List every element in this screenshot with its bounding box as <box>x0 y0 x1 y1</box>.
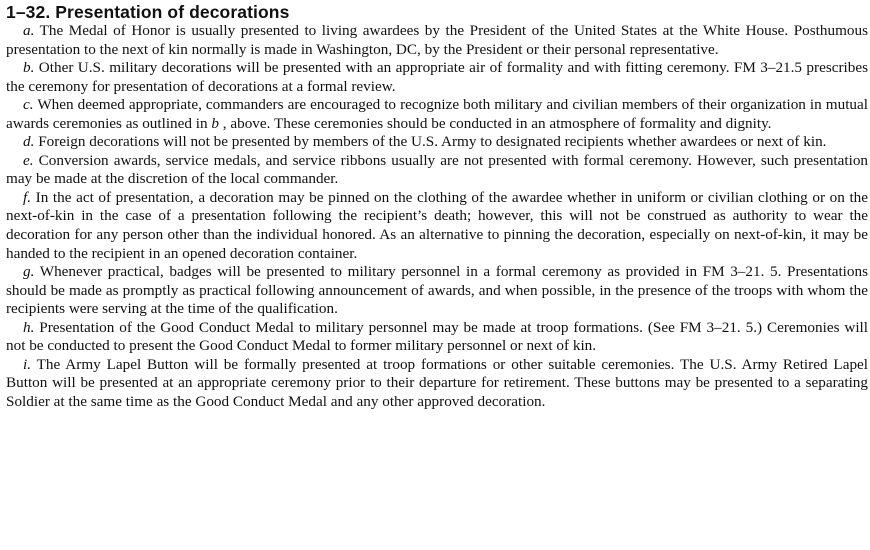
cross-reference: b <box>211 114 219 132</box>
paragraph-b <box>6 59 868 96</box>
paragraph-f <box>6 189 868 263</box>
section-heading <box>6 2 868 22</box>
paragraph-text: Whenever practical, badges will be presented to military personnel in a formal ceremony as provided in FM 3–21. 5. Presentations should be made as promptly as practical following announcement of awards, and when possible, in the presence of the troops with whom the recipients were serving at the time of the qualification. <box>6 263 868 318</box>
paragraph-text: The Medal of Honor is usually presented to living awardees by the President of the United States at the White House. Posthumous presentation to the next of kin normally is made in Washington, DC, by the President or their personal representative. <box>6 22 868 58</box>
paragraph-letter: h. <box>23 318 35 336</box>
paragraph-c <box>6 96 868 133</box>
paragraph-letter: c. <box>23 96 34 114</box>
paragraph-letter: b. <box>23 59 35 77</box>
paragraph-text: Foreign decorations will not be presented by members of the U.S. Army to designated recipients whether awardees or next of kin. <box>38 133 827 151</box>
section-title: Presentation of decorations <box>55 2 290 22</box>
paragraph-letter: g. <box>23 263 35 281</box>
paragraph-d <box>6 133 868 152</box>
paragraph-a <box>6 22 868 59</box>
paragraph-letter: d. <box>23 133 35 151</box>
document-page <box>6 2 868 411</box>
paragraph-letter: i. <box>23 355 32 373</box>
section-number: 1–32. <box>6 2 51 22</box>
paragraph-text: Conversion awards, service medals, and service ribbons usually are not presented with formal ceremony. However, such presentation may be made at the discretion of the local commander. <box>6 151 868 188</box>
paragraph-text: Other U.S. military decorations will be presented with an appropriate air of formality and with fitting ceremony. FM 3–21.5 prescribes the ceremony for presentation of decorations at a formal review. <box>6 59 868 95</box>
paragraph-g <box>6 263 868 319</box>
paragraph-text: The Army Lapel Button will be formally presented at troop formations or other suitable ceremonies. The U.S. Army Retired Lapel Button will be presented at an appropriate ceremony prior to their departure for retirement. These buttons may be presented to a separating Soldier at the same time as the Good Conduct Medal and any other approved decoration. <box>6 355 868 410</box>
paragraph-letter: a. <box>23 22 35 39</box>
paragraph-text: Presentation of the Good Conduct Medal to military personnel may be made at troop formations. (See FM 3–21. 5.) Ceremonies will not be conducted to present the Good Conduct Medal to former military personnel or next of kin. <box>6 318 868 355</box>
paragraph-letter: f. <box>23 188 32 206</box>
paragraph-text-continued: , above. These ceremonies should be conducted in an atmosphere of formality and dignity. <box>222 114 772 132</box>
paragraph-e <box>6 152 868 189</box>
paragraph-letter: e. <box>23 151 34 169</box>
paragraph-i <box>6 356 868 412</box>
paragraph-text: In the act of presentation, a decoration may be pinned on the clothing of the awardee whether in uniform or civilian clothing or on the next-of-kin in the case of a presentation following the recipient’s death; however, this will not be construed as authority to wear the decoration for any person other than the individual honored. As an alternative to pinning the decoration, especially on next-of-kin, it may be handed to the recipient in an opened decoration container. <box>6 188 869 262</box>
paragraph-text: When deemed appropriate, commanders are encouraged to recognize both military and civilian members of their organization in mutual awards ceremonies as outlined in <box>6 96 868 132</box>
paragraph-h <box>6 319 868 356</box>
